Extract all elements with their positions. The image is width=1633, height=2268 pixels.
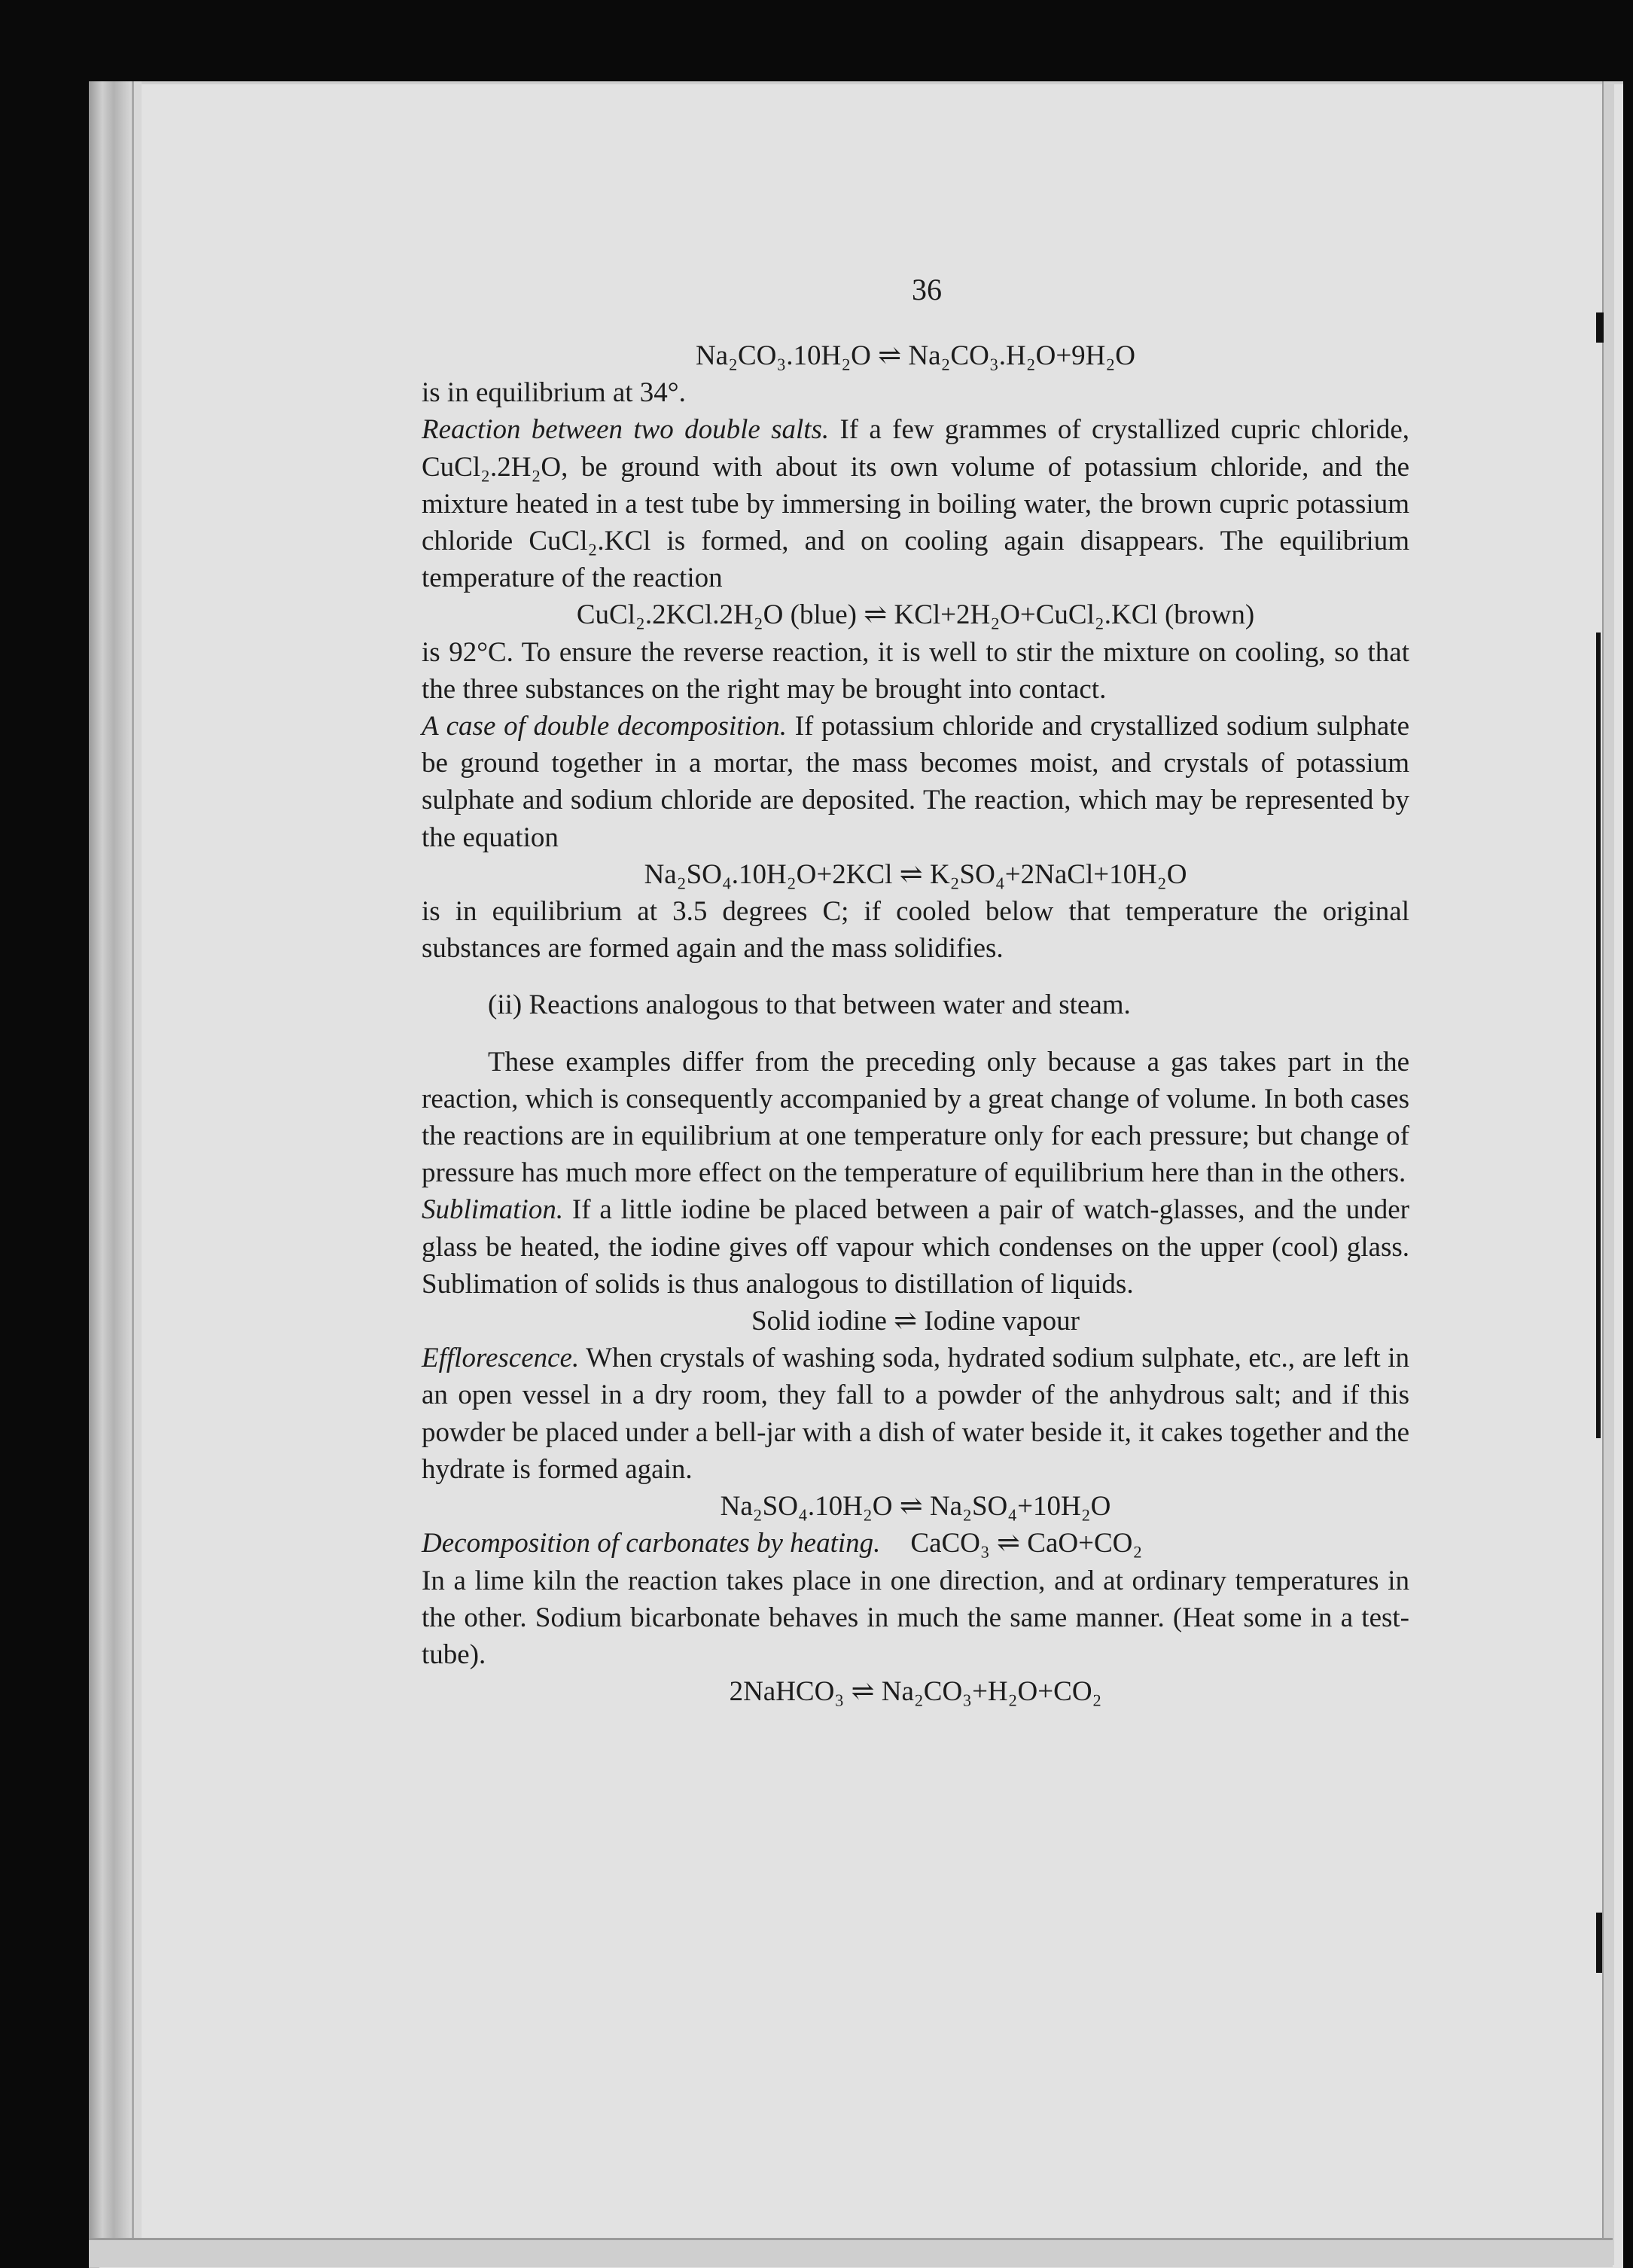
equation: Na₂SO₄.10H₂O ⇌ Na₂SO₄+10H₂O: [720, 1491, 1111, 1523]
section-heading: (ii) Reactions analogous to that between water and steam.: [488, 989, 1131, 1021]
paragraph: In a lime kiln the reaction takes place in one direction, and at ordinary temperatures in the other. Sodium bicarbonate behaves in much the same manner. (Heat some in a test-tube).: [422, 1565, 1409, 1670]
binding-clip: [1596, 633, 1601, 1438]
equation: 2NaHCO₃ ⇌ Na₂CO₃+H₂O+CO₂: [729, 1676, 1102, 1708]
paragraph-heading: A case of double decomposition.: [422, 711, 787, 742]
paragraph-heading: Efflorescence.: [422, 1343, 580, 1374]
paragraph-text: If potassium chloride and crystallized sodium sulphate be ground together in a mortar, the mass becomes moist, and crystals of potassium sulphate and sodium chloride are deposited. The reaction, which may be represented by the equation: [422, 711, 1410, 853]
paragraph-heading: Sublimation.: [422, 1194, 564, 1226]
binding-clip: [1596, 1913, 1602, 1973]
paragraph: [422, 1340, 1409, 1488]
equation: Solid iodine ⇌ Iodine vapour: [751, 1306, 1080, 1337]
paragraph-heading: Reaction between two double salts.: [422, 414, 830, 446]
paragraph-text: If a little iodine be placed between a pair of watch-glasses, and the under glass be heated, the iodine gives off vapour which condenses on the upper (cool) glass. Sublimation of solids is thus analogous to distillation of liquids.: [422, 1194, 1409, 1300]
book-gutter-edge: [132, 81, 142, 2265]
inline-equation: CaCO₃ ⇌ CaO+CO₂: [910, 1528, 1143, 1559]
equation: CuCl₂.2KCl.2H₂O (blue) ⇌ KCl+2H₂O+CuCl₂.KCl (brown): [576, 599, 1255, 631]
paragraph-text: When crystals of washing soda, hydrated sodium sulphate, etc., are left in an open vessel in a dry room, they fall to a powder of the anhydrous salt; and if this powder be placed under a bell-jar with a dish of water beside it, it cakes together and the hydrate is formed again.: [422, 1343, 1409, 1485]
paragraph: is in equilibrium at 34°.: [422, 377, 686, 409]
paragraph: [422, 708, 1409, 856]
paragraph: is in equilibrium at 3.5 degrees C; if cooled below that temperature the original substances are formed again and the mass solidifies.: [422, 896, 1409, 965]
paragraph-heading: Decomposition of carbonates by heating.: [422, 1528, 881, 1559]
paragraph-text: If a few grammes of crystallized cupric chloride, CuCl₂.2H₂O, be ground with about its own volume of potassium chloride, and the mixture heated in a test tube by immersing in boiling water, the brown cupric potassium chloride CuCl₂.KCl is formed, and on cooling again disappears. The equilibrium temperature of the reaction: [422, 414, 1409, 594]
page-number: 36: [912, 273, 942, 306]
page-bottom-edge: [89, 2238, 1613, 2267]
page-text: [422, 264, 1409, 1710]
equation: Na₂CO₃.10H₂O ⇌ Na₂CO₃.H₂O+9H₂O: [695, 340, 1136, 371]
paragraph: [422, 1525, 1409, 1562]
paragraph: [422, 411, 1409, 596]
equation: Na₂SO₄.10H₂O+2KCl ⇌ K₂SO₄+2NaCl+10H₂O: [644, 858, 1187, 890]
book-gutter: [89, 81, 134, 2265]
binding-clip: [1596, 312, 1604, 343]
page-right-edge: [1602, 81, 1614, 2265]
paragraph: is 92°C. To ensure the reverse reaction, it is well to stir the mixture on cooling, so that the three substances on the right may be brought into contact.: [422, 636, 1409, 705]
paragraph: These examples differ from the preceding only because a gas takes part in the reaction, which is consequently accompanied by a great change of volume. In both cases the reactions are in equilibrium at one temperature only for each pressure; but change of pressure has much more effect on the temperature of equilibrium here than in the others.: [422, 1046, 1410, 1189]
paragraph: [422, 1191, 1409, 1303]
